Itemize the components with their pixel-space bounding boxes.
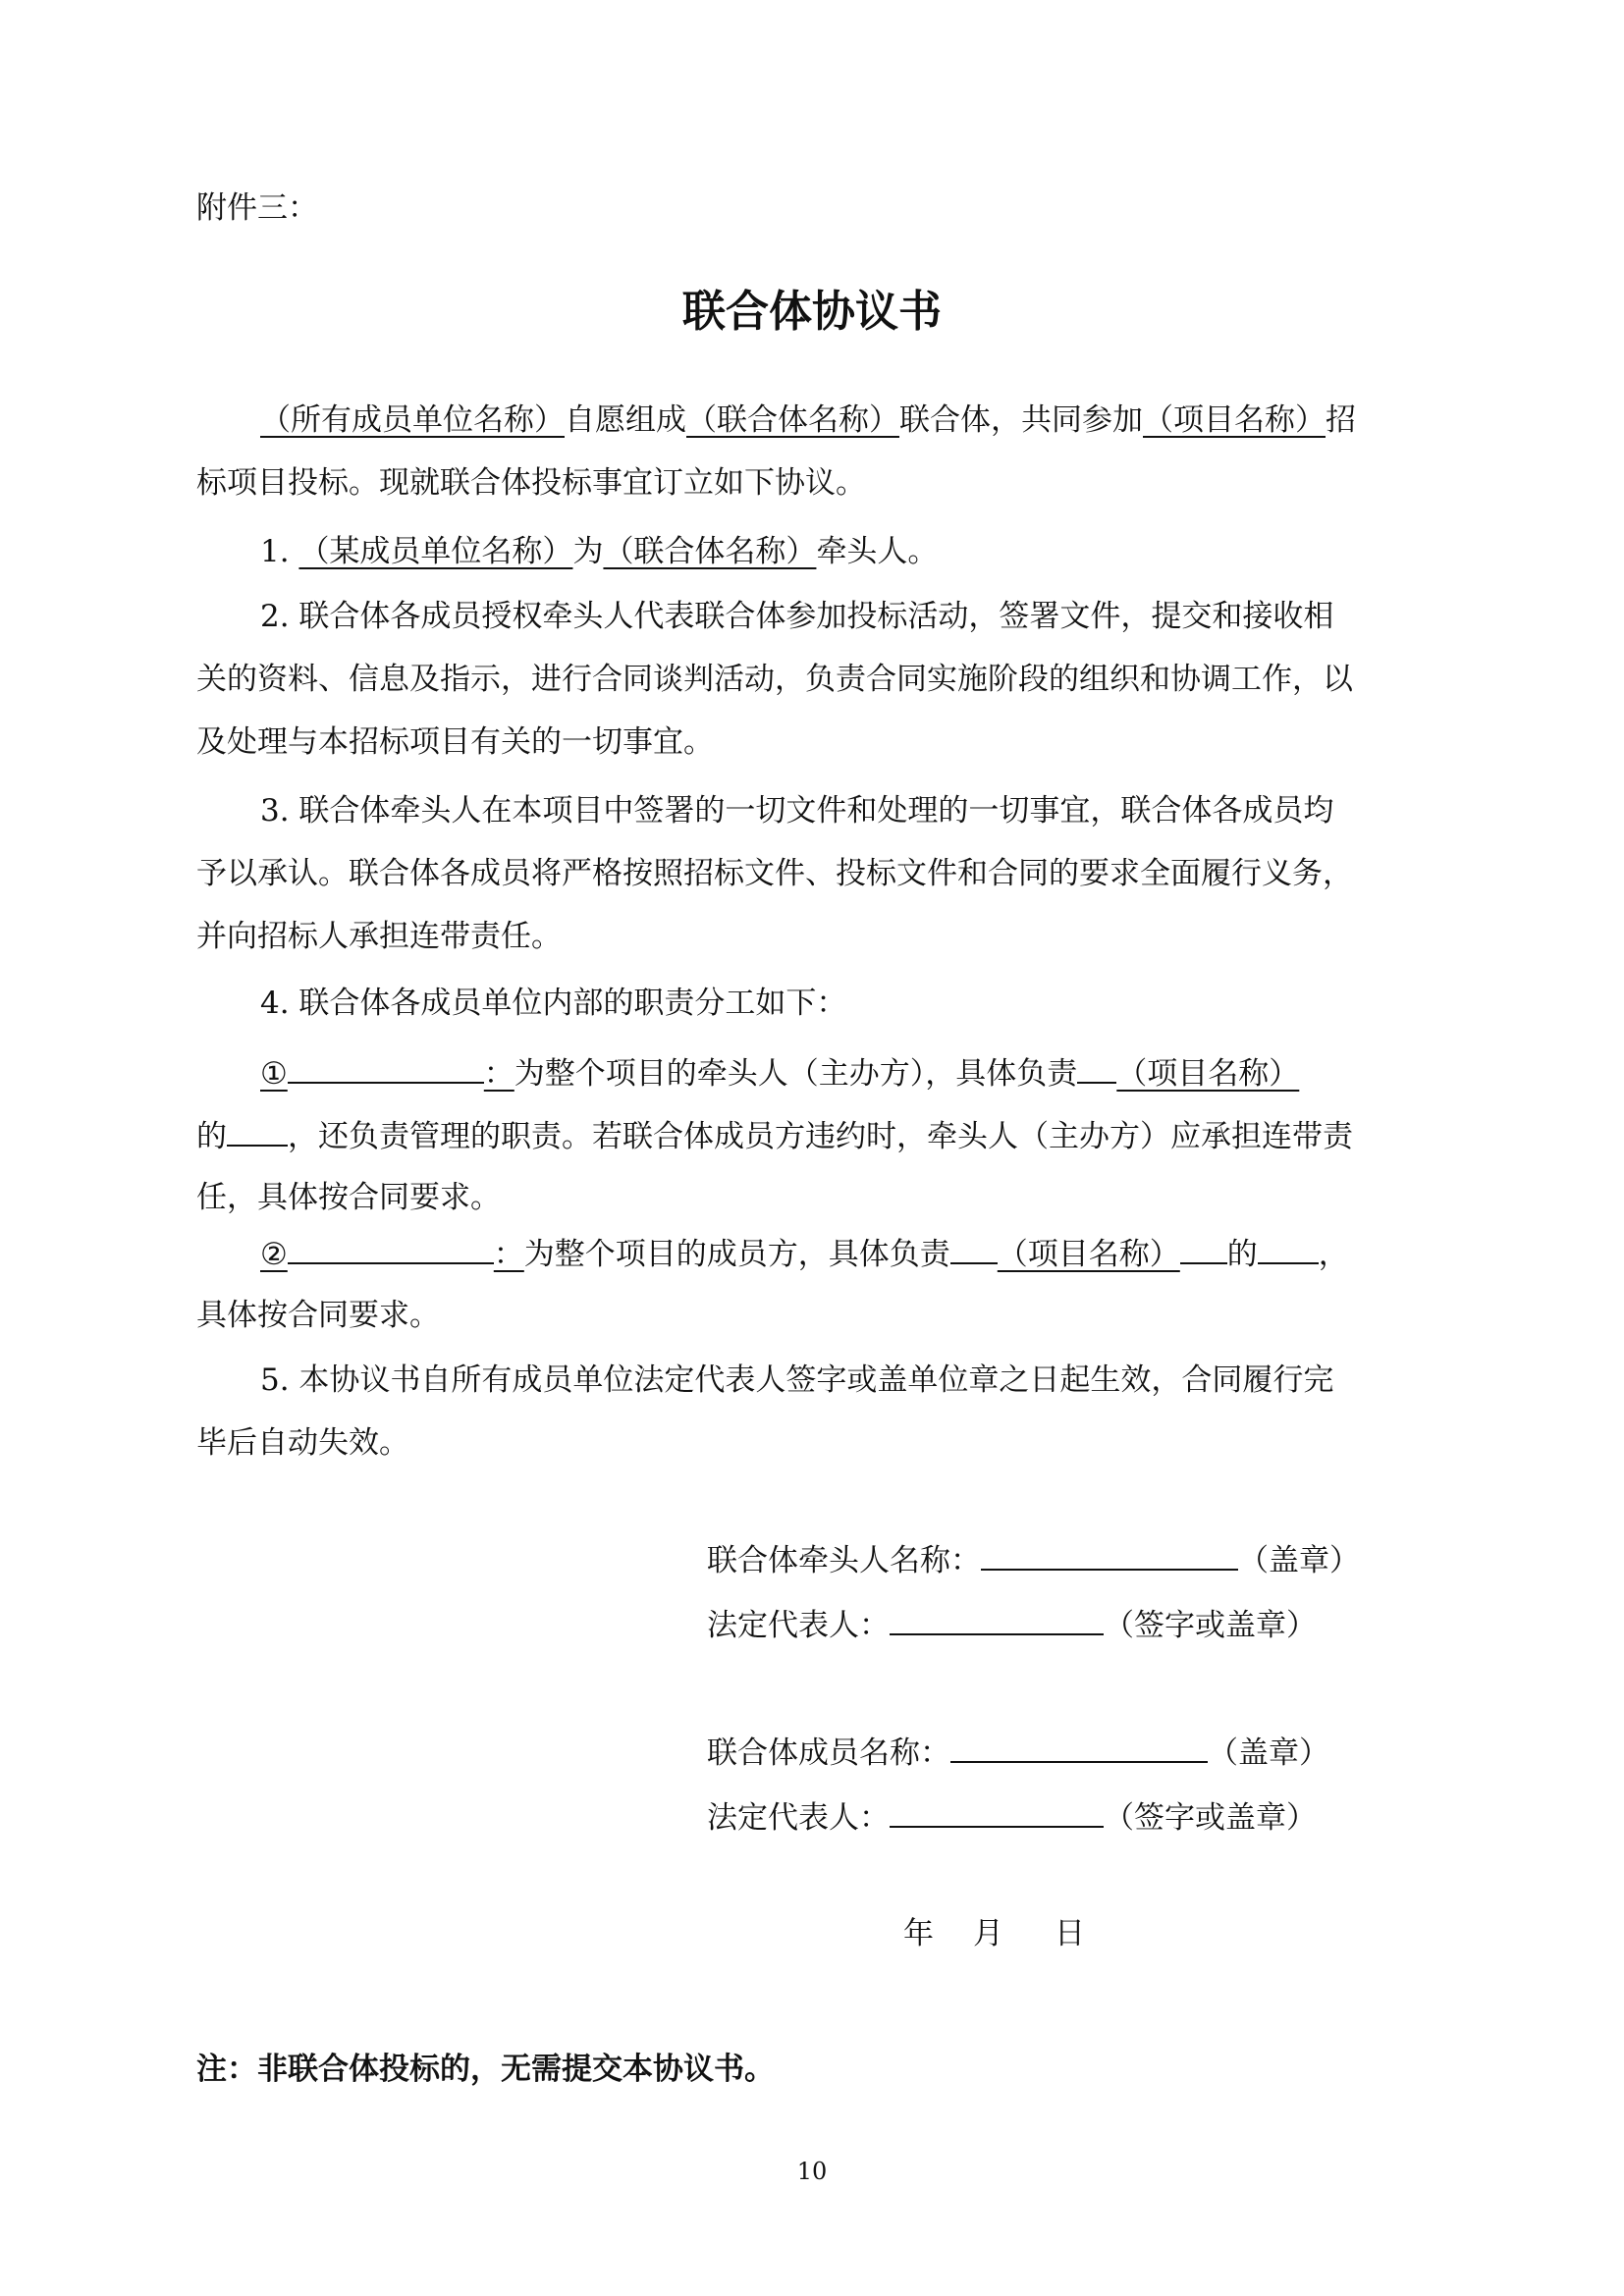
document-title: 联合体协议书 (682, 287, 942, 337)
members-placeholder: （所有成员单位名称） (260, 402, 565, 438)
intro-line-1 (260, 400, 1443, 440)
lead-seal-label: （盖章） (1238, 1543, 1360, 1578)
clause-1 (260, 532, 1443, 571)
member-sign-label: （签字或盖章） (1104, 1800, 1317, 1836)
clause-1-num: 1. (260, 534, 290, 569)
item-1-line-3: 任，具体按合同要求。 (196, 1180, 501, 1215)
member-rep-label: 法定代表人： (707, 1800, 890, 1836)
intro-text-b: 联合体，共同参加 (899, 402, 1143, 438)
lead-rep-row (707, 1604, 1453, 1645)
item-1-line-1 (260, 1052, 1443, 1094)
item-1-colon: ： (483, 1056, 514, 1092)
clause-1-text-a: 为 (572, 534, 604, 569)
intro-text-a: 自愿组成 (565, 402, 686, 438)
date-year: 年 (903, 1916, 934, 1951)
item-1-name-blank (288, 1052, 484, 1084)
consortium-placeholder: （联合体名称） (686, 402, 899, 438)
item-2-name-blank (288, 1233, 494, 1264)
item-1-pad-blank (1077, 1052, 1116, 1084)
consortium-placeholder-2: （联合体名称） (603, 534, 817, 569)
item-2-project-placeholder: （项目名称） (997, 1237, 1180, 1272)
lead-name-blank (981, 1539, 1238, 1571)
item-1-project-placeholder: （项目名称） (1116, 1056, 1300, 1092)
item-1-num: ① (260, 1056, 288, 1092)
footnote: 注：非联合体投标的，无需提交本协议书。 (196, 2052, 775, 2087)
lead-sign-label: （签字或盖章） (1104, 1608, 1317, 1643)
item-2-scope-blank (1258, 1233, 1319, 1264)
lead-name-row (707, 1539, 1453, 1580)
item-2-text-c: ， (1318, 1237, 1349, 1272)
attachment-label: 附件三： (196, 190, 318, 226)
clause-2-line-2: 关的资料、信息及指示，进行合同谈判活动，负责合同实施阶段的组织和协调工作，以 (196, 662, 1353, 697)
item-2-pad-blank (950, 1233, 998, 1264)
item-1-text-a: 为整个项目的牵头人（主办方），具体负责 (514, 1056, 1078, 1092)
item-1-line-2 (196, 1115, 1443, 1156)
date-month: 月 (973, 1916, 1003, 1951)
member-seal-label: （盖章） (1208, 1735, 1329, 1771)
clause-3-line-3: 并向招标人承担连带责任。 (196, 919, 562, 954)
member-placeholder: （某成员单位名称） (298, 534, 573, 569)
lead-rep-label: 法定代表人： (707, 1608, 890, 1643)
item-2-pad-blank-2 (1180, 1233, 1227, 1264)
page-number: 10 (796, 2158, 828, 2185)
member-rep-blank (890, 1796, 1104, 1828)
item-2-colon: ： (493, 1237, 524, 1272)
clause-2-line-3: 及处理与本招标项目有关的一切事宜。 (196, 724, 714, 760)
member-name-blank (950, 1732, 1208, 1763)
clause-3-line-1: 3. 联合体牵头人在本项目中签署的一切文件和处理的一切事宜，联合体各成员均 (260, 793, 1334, 828)
member-name-row (707, 1732, 1453, 1773)
lead-name-label: 联合体牵头人名称： (707, 1543, 981, 1578)
clause-1-text-b: 牵头人。 (816, 534, 939, 569)
clause-2-line-1: 2. 联合体各成员授权牵头人代表联合体参加投标活动，签署文件，提交和接收相 (260, 599, 1334, 634)
date-row (903, 1914, 1198, 1953)
item-1-text-b: 的 (196, 1119, 227, 1154)
item-2-line-1 (260, 1233, 1443, 1274)
lead-rep-blank (890, 1604, 1104, 1635)
project-placeholder: （项目名称） (1143, 402, 1326, 438)
item-2-text-a: 为整个项目的成员方，具体负责 (523, 1237, 950, 1272)
clause-3-line-2: 予以承认。联合体各成员将严格按照招标文件、投标文件和合同的要求全面履行义务， (196, 856, 1353, 891)
clause-5-line-2: 毕后自动失效。 (196, 1425, 409, 1461)
intro-text-c: 招 (1326, 402, 1356, 438)
item-2-text-b: 的 (1226, 1237, 1258, 1272)
item-1-text-c: ，还负责管理的职责。若联合体成员方违约时，牵头人（主办方）应承担连带责 (288, 1119, 1353, 1154)
date-day: 日 (1055, 1916, 1085, 1951)
member-rep-row (707, 1796, 1453, 1838)
item-1-scope-blank (227, 1115, 288, 1147)
clause-5-line-1: 5. 本协议书自所有成员单位法定代表人签字或盖单位章之日起生效，合同履行完 (260, 1362, 1334, 1398)
member-name-label: 联合体成员名称： (707, 1735, 950, 1771)
clause-4-line-1: 4. 联合体各成员单位内部的职责分工如下： (260, 986, 847, 1021)
item-2-num: ② (260, 1237, 288, 1272)
intro-line-2: 标项目投标。现就联合体投标事宜订立如下协议。 (196, 465, 866, 501)
item-2-line-2: 具体按合同要求。 (196, 1298, 440, 1333)
